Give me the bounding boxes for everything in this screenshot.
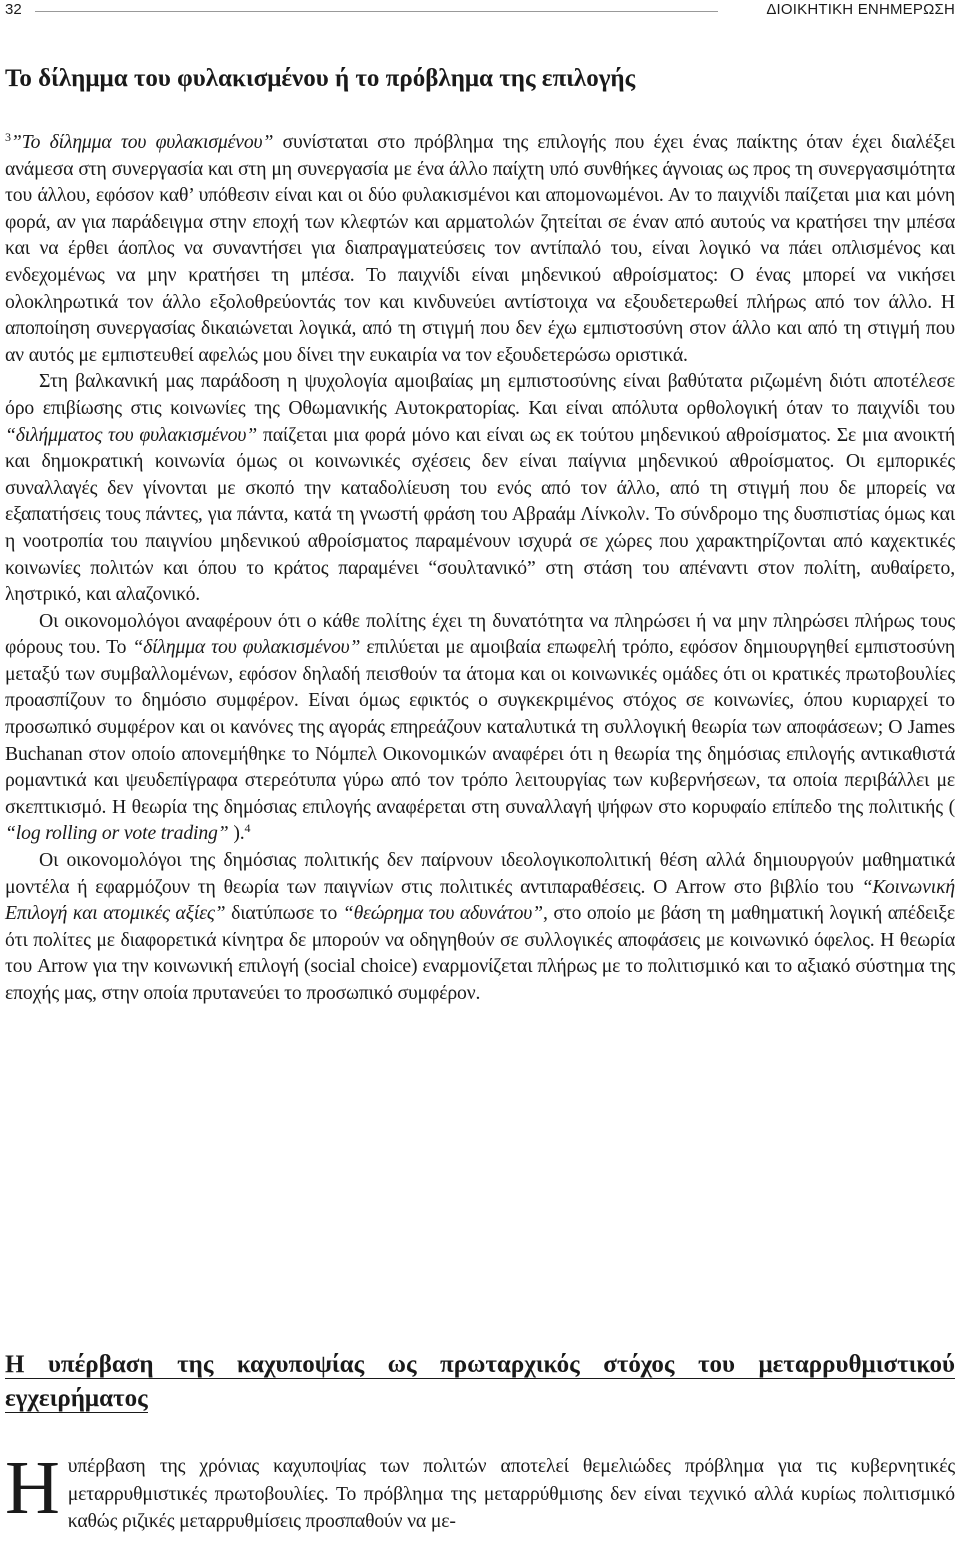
paragraph-text: επιλύεται με αμοιβαία επωφελή τρόπο, εφόσον δημιουργηθεί εμπιστοσύνη μεταξύ των συμβαλλομένων, εφόσον δηλαδή πεισθούν τα άτομα και οι κοινωνικές ομάδες ότι οι κρατικές πρωτοβουλίες προασπίζουν το δημόσιο συμφέρον. Είναι όμως εφικτός ο συγκεκριμένος στόχος σε κοινωνίες, όπου κυριαρχεί το προσωπικό συμφέρον και οι κανόνες της αγοράς επηρεάζουν καταλυτικά τη συλλογική θεωρία των αποφάσεων; Ο James Buchanan στον οποίο απονεμήθηκε το Νόμπελ Οικονομικών αναφέρει ότι η θεωρία της δημόσιας επιλογής αντικαθιστά ρομαντικά και ψευδεπίγραφα στερεότυπα γύρω από τον τρόπο λειτουργίας των κυβερνήσεων, τα οποία περιβάλλει με σκεπτικισμό. Η θεωρία της δημόσιας επιλογής αναφέρεται στη συναλλαγή ψήφων στο κορυφαίο επίπεδο της πολιτικής ( (5, 636, 955, 818)
paragraph (5, 847, 955, 1007)
italic-term: “Κοινωνική Επιλογή και ατομικές αξίες” (5, 875, 955, 925)
paragraph-text: Οι οικονομολόγοι της δημόσιας πολιτικής δεν παίρνουν ιδεολογικοπολιτική θέση αλλά δημιουργούν μαθηματικά μοντέλα ή εφαρμόζουν τη θεωρία των παιγνίων στις πολιτικές αντιπαραθέσεις. Ο Arrow στο βιβλίο του (5, 849, 955, 898)
italic-term: “διλήμματος του φυλακισμένου” (5, 423, 258, 446)
paragraph-text: διατύπωσε το (225, 902, 343, 925)
footnote-ref: 3 (5, 130, 11, 144)
section-title: Το δίλημμα του φυλακισμένου ή το πρόβλημα της επιλογής (5, 65, 636, 92)
drop-cap: Η (5, 1446, 60, 1530)
paragraph-text: συνίσταται στο πρόβλημα της επιλογής που έχει ένας παίκτης όταν έχει διαλέξει ανάμεσα στη συνεργασία και στη μη συνεργασία με ένα άλλο παίχτη υπό συνθήκες άγνοιας ως προς τη συνεργασιμότητα του άλλου, εφόσον καθ’ υπόθεσιν είναι και οι δύο φυλακισμένοι και απομονωμένοι. Αν το παιχνίδι παίζεται μια και μόνη φορά, αν για παράδειγμα στην εποχή των κλεφτών και αρματολών ζητείται σε έναν από αυτούς να κρατήσει την μπέσα και να έρθει άοπλος να συναντήσει για διαπραγματεύσεις τον αντίπαλό του, είναι λογικό να πάει οπλισμένος και ενδεχομένως να μην κρατήσει τη μπέσα. Το παιχνίδι είναι μηδενικού αθροίσματος: Ο ένας μπορεί να νικήσει ολοκληρωτικά τον άλλο εξολοθρεύοντάς τον και κινδυνεύει αντίστοιχα να εξουδετερωθεί πλήρως από τον άλλο. Η αποποίηση συνεργασίας δικαιώνεται λογικά, από τη στιγμή που δεν έχω εμπιστοσύνη στον άλλο και από τη στιγμή που αν αυτός με εμπιστευθεί αφελώς μου δίνει την ευκαιρία να τον εξουδετερώσω οριστικά. (5, 131, 955, 366)
paragraph (5, 368, 955, 607)
running-title: ΔΙΟΙΚΗΤΙΚΗ ΕΝΗΜΕΡΩΣΗ (766, 1, 955, 18)
paragraph (5, 608, 955, 847)
paragraph-text: παίζεται μια φορά μόνο και είναι ως εκ τούτου μηδενικού αθροίσματος. Σε μια ανοικτή και δημοκρατική κοινωνία όμως οι κοινωνικές σχέσεις δεν είναι παίγνια μηδενικού αθροίσματος. Οι εμπορικές συναλλαγές δεν γίνονται με σκοπό την καταδολίευση του ενός από τον άλλο, από τη στιγμή που δε μπορείς να εξαπατήσεις τους πάντες, για πάντα, κατά τη γνωστή φράση του Αβραάμ Λίνκολν. Το σύνδρομο της δυσπιστίας όμως και η νοοτροπία του παιγνίου μηδενικού αθροίσματος παραμένουν ισχυρά σε χώρες που χαρακτηρίζονται από καχεκτικές κοινωνίες πολιτών και όπου το κράτος παραμένει “σουλτανικό” στη στάση του απέναντι στον πολίτη, αυθαίρετο, ληστρικό, και αλαζονικό. (5, 423, 956, 606)
paragraph-text: , στο οποίο με βάση τη μαθηματική λογική απέδειξε ότι πολίτες με διαφορετικά κίνητρα δε μπορούν να οδηγηθούν σε συλλογικές αποφάσεις με κοινωνικό όφελος. Η θεωρία του Arrow για την κοινωνική επιλογή (social choice) εναρμονίζεται πλήρως με το πολιτισμικό και το αξιακό σύστημα της εποχής μας, στην οποία πρυτανεύει το προσωπικό συμφέρον. (5, 902, 955, 1004)
italic-term: “θεώρημα του αδυνάτου” (342, 902, 543, 925)
italic-term: “log rolling or vote trading” (5, 822, 229, 845)
paragraph-text: Στη βαλκανική μας παράδοση η ψυχολογία αμοιβαίας μη εμπιστοσύνης είναι βαθύτατα ριζωμένη διότι αποτέλεσε όρο επιβίωσης στις κοινωνίες της Οθωμανικής Αυτοκρατορίας. Και είναι απόλυτα ορθολογική όταν το παιχνίδι του (5, 370, 955, 419)
subsection-title (5, 1348, 955, 1416)
paragraph-text: Οι οικονομολόγοι αναφέρουν ότι ο κάθε πολίτης έχει τη δυνατότητα να πληρώσει ή να μην πληρώσει πλήρως τους φόρους του. Το (5, 609, 955, 659)
paragraph-text: ). (228, 822, 245, 845)
article-body (5, 129, 955, 1007)
paragraph (5, 129, 955, 368)
italic-term: ”Το δίλημμα του φυλακισμένου” (10, 131, 274, 153)
intro-paragraph (5, 1446, 955, 1536)
subsection-title-text: Η υπέρβαση της καχυποψίας ως πρωταρχικός στόχος του μεταρρυθμιστικού εγχειρήματος (5, 1351, 955, 1412)
running-header (5, 0, 955, 20)
footnote-ref: 4 (244, 821, 251, 836)
page-number: 32 (5, 1, 22, 18)
italic-term: “δίλημμα του φυλακισμένου” (132, 636, 361, 659)
header-rule (35, 11, 718, 12)
paragraph-text: υπέρβαση της χρόνιας καχυποψίας των πολιτών αποτελεί θεμελιώδες πρόβλημα για τις κυβερνητικές μεταρρυθμιστικές πρωτοβουλίες. Το πρόβλημα της μεταρρύθμισης δεν είναι τεχνικό αλλά κυρίως πολιτισμικό καθώς ριζικές μεταρρυθμίσεις προσπαθούν να με- (67, 1455, 955, 1532)
